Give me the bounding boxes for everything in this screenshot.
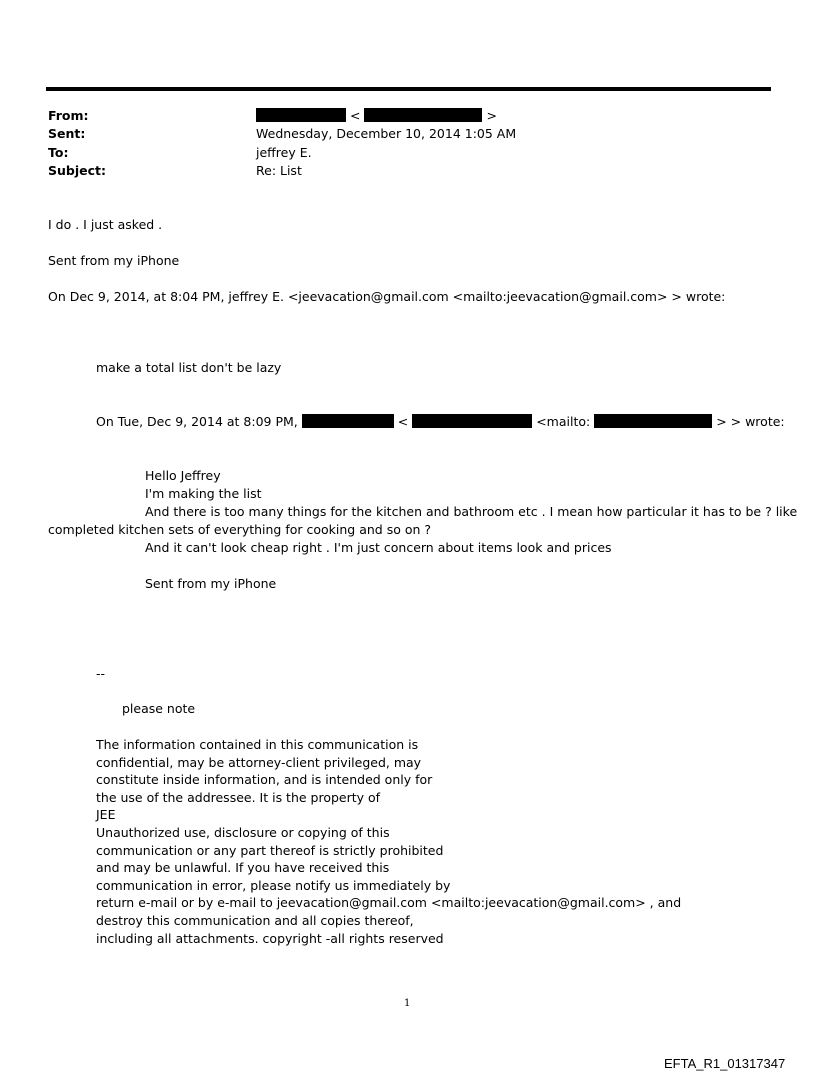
body-line-2: Sent from my iPhone xyxy=(48,253,180,268)
disclaimer-line: constitute inside information, and is intended only for xyxy=(96,772,433,788)
subject-label: Subject: xyxy=(48,163,106,178)
disclaimer-line: destroy this communication and all copies thereof, xyxy=(96,912,414,928)
quote-many: And there is too many things for the kitchen and bathroom etc . I mean how particular it has to be ? like xyxy=(145,504,798,519)
header-rule xyxy=(46,87,771,91)
disclaimer-line: Unauthorized use, disclosure or copying of this xyxy=(96,824,390,840)
disclaimer xyxy=(96,736,681,947)
quote2-mailto: <mailto: xyxy=(536,414,591,429)
disclaimer-line: communication in error, please notify us immediately by xyxy=(96,877,451,893)
redacted-sender-email xyxy=(364,108,482,122)
quote-hello: Hello Jeffrey xyxy=(145,468,221,483)
quote2-header xyxy=(96,414,785,430)
redacted-sender-name xyxy=(256,108,346,122)
disclaimer-line: return e-mail or by e-mail to jeevacation@gmail.com <mailto:jeevacation@gmail.com> , and xyxy=(96,895,682,911)
redacted-mailto-email xyxy=(594,414,712,428)
quote-completed: completed kitchen sets of everything for cooking and so on ? xyxy=(48,522,432,537)
disclaimer-line: JEE xyxy=(96,807,116,823)
to-value: jeffrey E. xyxy=(256,145,312,160)
from-value xyxy=(256,108,497,124)
redacted-email xyxy=(412,414,532,428)
quote2-lt: < xyxy=(397,414,409,429)
redacted-name xyxy=(302,414,394,428)
signature-dashes: -- xyxy=(96,666,106,681)
page-number: 1 xyxy=(404,998,411,1009)
disclaimer-line: and may be unlawful. If you have received this xyxy=(96,860,390,876)
from-gt: > xyxy=(486,108,497,123)
body-line-1: I do . I just asked . xyxy=(48,217,163,232)
disclaimer-line: confidential, may be attorney-client privileged, may xyxy=(96,754,422,770)
subject-value: Re: List xyxy=(256,163,302,178)
quote-making: I'm making the list xyxy=(145,486,262,501)
quote-cheap: And it can't look cheap right . I'm just concern about items look and prices xyxy=(145,540,612,555)
quote-sent: Sent from my iPhone xyxy=(145,576,277,591)
reply-line: make a total list don't be lazy xyxy=(96,360,282,375)
from-lt: < xyxy=(349,108,361,123)
sent-label: Sent: xyxy=(48,126,86,141)
sent-value: Wednesday, December 10, 2014 1:05 AM xyxy=(256,126,517,141)
document-id-footer: EFTA_R1_01317347 xyxy=(664,1056,786,1071)
disclaimer-line: The information contained in this communication is xyxy=(96,737,419,752)
quote2-suffix: > > wrote: xyxy=(716,414,785,429)
quote-intro: On Dec 9, 2014, at 8:04 PM, jeffrey E. <jeevacation@gmail.com <mailto:jeevacation@gmail.com> > wrote: xyxy=(48,289,726,304)
disclaimer-line: the use of the addressee. It is the property of xyxy=(96,789,381,805)
quote2-prefix: On Tue, Dec 9, 2014 at 8:09 PM, xyxy=(96,414,298,429)
disclaimer-line: communication or any part thereof is strictly prohibited xyxy=(96,842,444,858)
from-label: From: xyxy=(48,108,89,123)
to-label: To: xyxy=(48,145,69,160)
disclaimer-line: including all attachments. copyright -all rights reserved xyxy=(96,930,444,946)
please-note: please note xyxy=(122,701,196,716)
